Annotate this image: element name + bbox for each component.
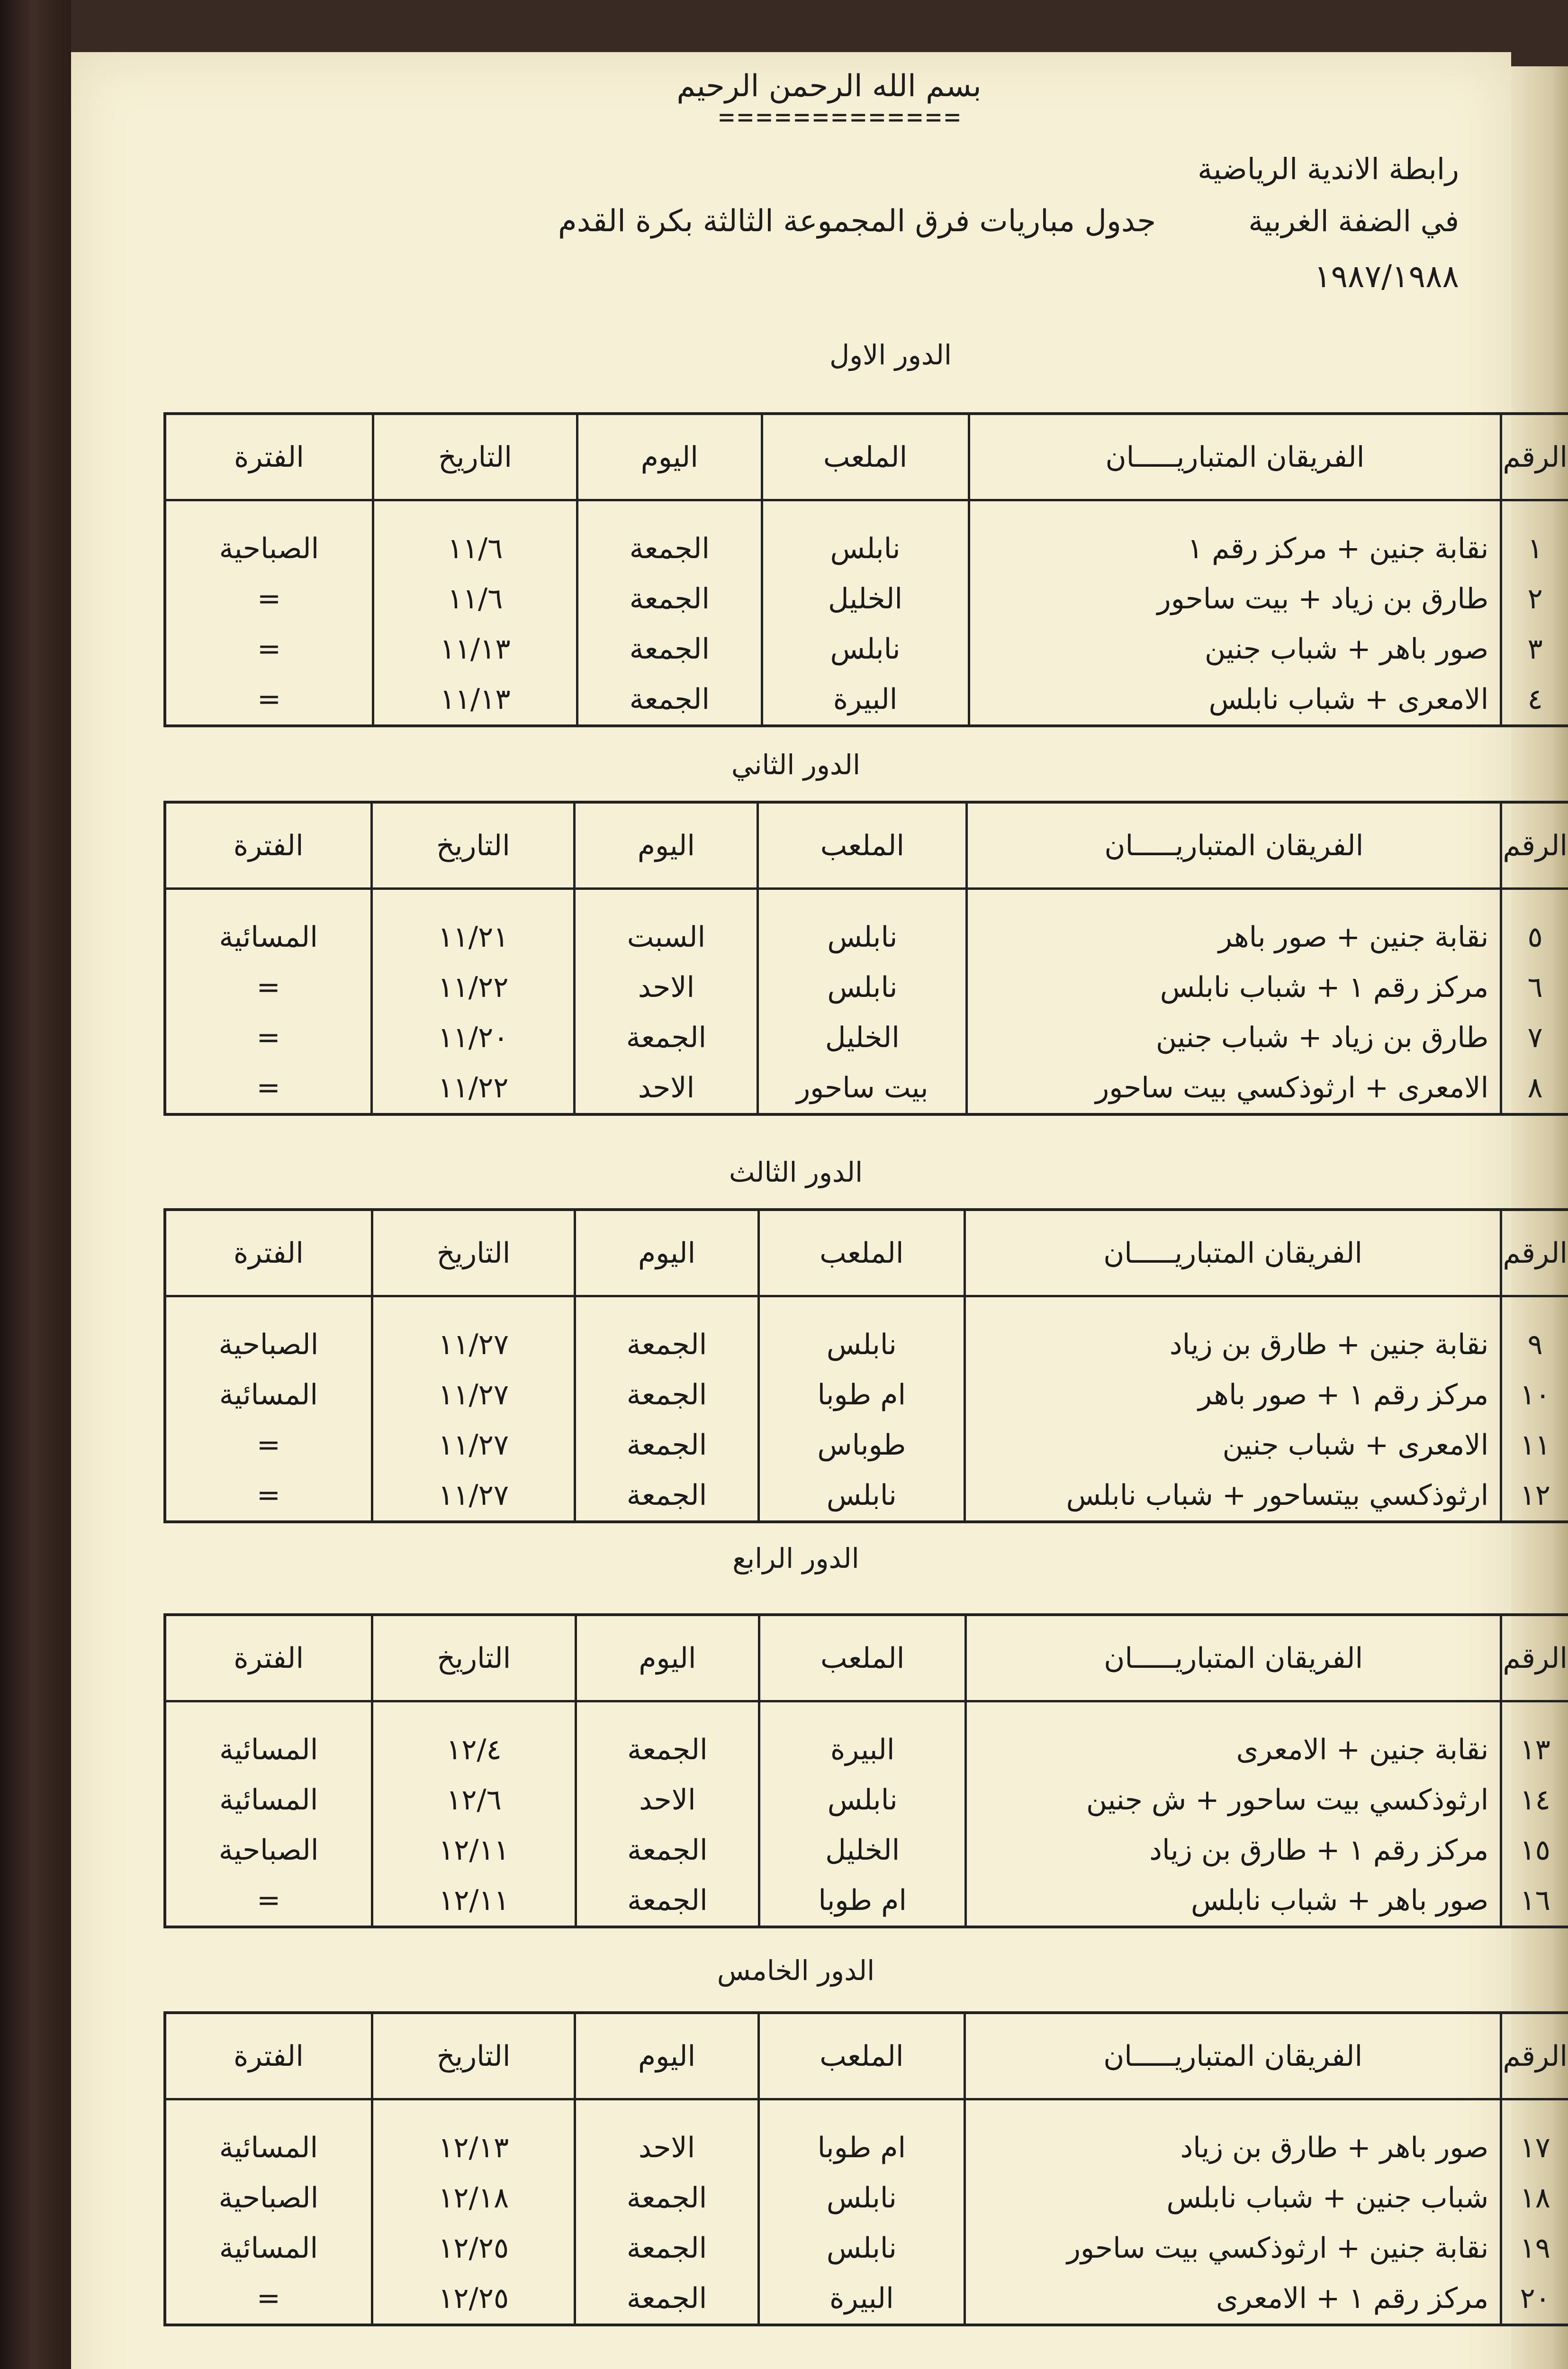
cell-teams: نقابة جنين + صور باهر: [967, 889, 1501, 963]
cell-teams: مركز رقم ١ + الامعرى: [965, 2273, 1501, 2324]
table-row: [166, 889, 1568, 963]
table-row: [166, 1013, 1568, 1063]
column-header-teams: الفريقان المتباريـــــان: [967, 804, 1501, 889]
table-row: [166, 1063, 1568, 1113]
cell-period: =: [256, 1479, 281, 1512]
cell-venue: نابلس: [758, 1470, 964, 1520]
cell-teams: نقابة جنين + الامعرى: [966, 1701, 1501, 1775]
cell-teams: مركز رقم ١ + طارق بن زياد: [966, 1825, 1501, 1875]
table-row: [166, 574, 1568, 624]
cell-date: ١٢/١١: [372, 1825, 576, 1875]
table-row: [166, 1296, 1568, 1370]
cell-num: ١٠: [1501, 1370, 1568, 1420]
cell-venue: نابلس: [758, 889, 967, 963]
heading-underline: =============: [718, 102, 964, 133]
cell-num: ٢٠: [1501, 2273, 1568, 2324]
cell-date: ١١/٢٧: [372, 1470, 575, 1520]
cell-num: ٧: [1501, 1013, 1568, 1063]
cell-teams: طارق بن زياد + بيت ساحور: [969, 574, 1501, 624]
cell-date: ١٢/١١: [372, 1875, 576, 1926]
schedule-table: [166, 415, 1568, 724]
cell-date: ١٢/١٣: [372, 2099, 575, 2173]
cell-day: الاحد: [575, 2099, 758, 2173]
stage-title: الدور الثاني: [731, 749, 861, 781]
cell-teams: طارق بن زياد + شباب جنين: [967, 1013, 1501, 1063]
cell-period: الصباحية: [218, 1834, 319, 1867]
cell-teams: الامعرى + ارثوذكسي بيت ساحور: [967, 1063, 1501, 1113]
cell-period: =: [256, 1021, 280, 1054]
cell-venue: نابلس: [758, 1296, 964, 1370]
column-header-teams: الفريقان المتباريـــــان: [964, 1211, 1501, 1296]
schedule-table: [166, 1211, 1568, 1520]
cell-period: الصباحية: [218, 2181, 319, 2215]
cell-date: ١٢/٢٥: [372, 2273, 575, 2324]
organization-name: رابطة الاندية الرياضية: [1198, 152, 1459, 186]
cell-day: الاحد: [576, 1775, 759, 1825]
schedule-table: [166, 2014, 1568, 2324]
stage-title: الدور الاول: [829, 339, 952, 371]
column-header-date: التاريخ: [372, 1616, 576, 1701]
schedule-table-frame: [163, 1208, 1568, 1523]
cell-day: الجمعة: [575, 2173, 758, 2223]
cell-num: ٦: [1501, 962, 1568, 1013]
cell-date: ١٢/٦: [372, 1775, 576, 1825]
table-row: [166, 500, 1568, 574]
column-header-num: الرقم: [1501, 1616, 1568, 1701]
cell-num: ٩: [1501, 1296, 1568, 1370]
table-row: [166, 1875, 1568, 1926]
cell-num: ١: [1501, 500, 1568, 574]
column-header-venue: الملعب: [759, 1616, 966, 1701]
document-title: جدول مباريات فرق المجموعة الثالثة بكرة القدم: [558, 204, 1156, 239]
column-header-venue: الملعب: [758, 804, 967, 889]
cell-venue: نابلس: [758, 2173, 964, 2223]
table-row: [166, 962, 1568, 1013]
cell-date: ١٢/٤: [372, 1701, 576, 1775]
cell-teams: نقابة جنين + طارق بن زياد: [964, 1296, 1501, 1370]
cell-day: الجمعة: [576, 1825, 759, 1875]
schedule-table-frame: [163, 1613, 1568, 1928]
cell-num: ٨: [1501, 1063, 1568, 1113]
cell-teams: ارثوذكسي بيتساحور + شباب نابلس: [964, 1470, 1501, 1520]
cell-day: الجمعة: [576, 1875, 759, 1926]
cell-day: السبت: [575, 889, 758, 963]
cell-period: =: [256, 971, 280, 1004]
table-row: [166, 2173, 1568, 2223]
cell-venue: البيرة: [758, 2273, 964, 2324]
cell-day: الجمعة: [575, 2273, 758, 2324]
table-row: [166, 674, 1568, 724]
column-header-date: التاريخ: [373, 415, 577, 500]
cell-period: المسائية: [219, 1783, 318, 1817]
cell-num: ٥: [1501, 889, 1568, 963]
cell-day: الاحد: [575, 1063, 758, 1113]
column-header-venue: الملعب: [758, 2014, 964, 2099]
cell-day: الجمعة: [575, 1013, 758, 1063]
table-row: [166, 1775, 1568, 1825]
column-header-period: الفترة: [166, 804, 372, 889]
cell-venue: طوباس: [758, 1420, 964, 1470]
cell-num: ١٧: [1501, 2099, 1568, 2173]
cell-num: ٤: [1501, 674, 1568, 724]
cell-date: ١١/٦: [373, 574, 577, 624]
cell-num: ١٢: [1501, 1470, 1568, 1520]
column-header-period: الفترة: [166, 415, 373, 500]
table-row: [166, 1825, 1568, 1875]
table-row: [166, 1470, 1568, 1520]
cell-day: الجمعة: [577, 500, 762, 574]
cell-period: =: [256, 1429, 281, 1462]
cell-period: =: [257, 633, 281, 666]
cell-venue: نابلس: [758, 962, 967, 1013]
cell-date: ١١/٢٢: [372, 962, 575, 1013]
table-row: [166, 624, 1568, 674]
table-header-row: [166, 804, 1568, 889]
column-header-venue: الملعب: [758, 1211, 964, 1296]
book-spine: [0, 0, 71, 2369]
column-header-num: الرقم: [1501, 415, 1568, 500]
column-header-period: الفترة: [166, 1616, 372, 1701]
cell-date: ١٢/٢٥: [372, 2223, 575, 2273]
cell-teams: شباب جنين + شباب نابلس: [965, 2173, 1501, 2223]
cell-venue: ام طوبا: [758, 1370, 964, 1420]
column-header-num: الرقم: [1501, 1211, 1568, 1296]
column-header-num: الرقم: [1501, 2014, 1568, 2099]
column-header-num: الرقم: [1501, 804, 1568, 889]
column-header-venue: الملعب: [762, 415, 969, 500]
table-row: [166, 2099, 1568, 2173]
cell-num: ١٨: [1501, 2173, 1568, 2223]
cell-venue: البيرة: [762, 674, 969, 724]
cell-venue: ام طوبا: [759, 1875, 966, 1926]
cell-teams: نقابة جنين + ارثوذكسي بيت ساحور: [965, 2223, 1501, 2273]
cell-period: =: [256, 2282, 281, 2315]
cell-day: الاحد: [575, 962, 758, 1013]
cell-venue: نابلس: [762, 624, 969, 674]
cell-day: الجمعة: [575, 1296, 758, 1370]
column-header-day: اليوم: [576, 1616, 759, 1701]
table-row: [166, 1370, 1568, 1420]
table-row: [166, 1420, 1568, 1470]
cell-teams: صور باهر + شباب نابلس: [966, 1875, 1501, 1926]
cell-period: المسائية: [219, 921, 318, 954]
cell-num: ١٥: [1501, 1825, 1568, 1875]
schedule-table: [166, 804, 1568, 1113]
column-header-date: التاريخ: [372, 1211, 575, 1296]
schedule-table-frame: [163, 2011, 1568, 2326]
cell-venue: الخليل: [758, 1013, 967, 1063]
cell-period: المسائية: [219, 1378, 318, 1411]
cell-period: المسائية: [219, 1733, 318, 1766]
column-header-day: اليوم: [575, 1211, 758, 1296]
cell-day: الجمعة: [577, 674, 762, 724]
cell-day: الجمعة: [575, 2223, 758, 2273]
column-header-teams: الفريقان المتباريـــــان: [969, 415, 1501, 500]
cell-period: =: [257, 582, 281, 615]
schedule-table: [166, 1616, 1568, 1926]
cell-num: ١٩: [1501, 2223, 1568, 2273]
cell-venue: نابلس: [762, 500, 969, 574]
cell-day: الجمعة: [577, 574, 762, 624]
cell-teams: صور باهر + شباب جنين: [969, 624, 1501, 674]
cell-date: ١١/٢٠: [372, 1013, 575, 1063]
cell-num: ٣: [1501, 624, 1568, 674]
cell-teams: نقابة جنين + مركز رقم ١: [969, 500, 1501, 574]
cell-date: ١٢/١٨: [372, 2173, 575, 2223]
cell-venue: نابلس: [759, 1775, 966, 1825]
cell-venue: الخليل: [762, 574, 969, 624]
column-header-day: اليوم: [575, 2014, 758, 2099]
column-header-day: اليوم: [575, 804, 758, 889]
schedule-table-frame: [163, 801, 1568, 1116]
cell-teams: مركز رقم ١ + صور باهر: [964, 1370, 1501, 1420]
cell-day: الجمعة: [575, 1470, 758, 1520]
cell-teams: ارثوذكسي بيت ساحور + ش جنين: [966, 1775, 1501, 1825]
column-header-date: التاريخ: [372, 804, 575, 889]
table-header-row: [166, 1211, 1568, 1296]
column-header-day: اليوم: [577, 415, 762, 500]
cell-date: ١١/٢٢: [372, 1063, 575, 1113]
cell-day: الجمعة: [576, 1701, 759, 1775]
cell-period: المسائية: [219, 2232, 318, 2265]
cell-venue: البيرة: [759, 1701, 966, 1775]
cell-period: =: [257, 1884, 281, 1917]
cell-period: الصباحية: [218, 1328, 319, 1361]
basmala-heading: بسم الله الرحمن الرحيم: [676, 69, 982, 104]
table-header-row: [166, 415, 1568, 500]
column-header-date: التاريخ: [372, 2014, 575, 2099]
cell-period: الصباحية: [219, 532, 319, 565]
cell-venue: الخليل: [759, 1825, 966, 1875]
cell-period: =: [257, 683, 281, 716]
table-row: [166, 2273, 1568, 2324]
cell-date: ١١/١٣: [373, 624, 577, 674]
cell-venue: بيت ساحور: [758, 1063, 967, 1113]
cell-period: =: [256, 1071, 280, 1104]
cell-day: الجمعة: [575, 1370, 758, 1420]
cell-teams: مركز رقم ١ + شباب نابلس: [967, 962, 1501, 1013]
cell-date: ١١/١٣: [373, 674, 577, 724]
cell-teams: صور باهر + طارق بن زياد: [965, 2099, 1501, 2173]
cell-date: ١١/٢١: [372, 889, 575, 963]
cell-date: ١١/٢٧: [372, 1296, 575, 1370]
cell-date: ١١/٢٧: [372, 1420, 575, 1470]
cell-teams: الامعرى + شباب نابلس: [969, 674, 1501, 724]
column-header-period: الفترة: [166, 2014, 372, 2099]
cell-day: الجمعة: [577, 624, 762, 674]
cell-num: ١٣: [1501, 1701, 1568, 1775]
column-header-teams: الفريقان المتباريـــــان: [966, 1616, 1501, 1701]
organization-region: في الضفة الغربية: [1248, 204, 1459, 238]
table-row: [166, 1701, 1568, 1775]
cell-date: ١١/٢٧: [372, 1370, 575, 1420]
cell-num: ١٦: [1501, 1875, 1568, 1926]
cell-num: ٢: [1501, 574, 1568, 624]
stage-title: الدور الخامس: [717, 1954, 875, 1987]
season-year: ١٩٨٧/١٩٨٨: [1314, 258, 1459, 295]
cell-venue: نابلس: [758, 2223, 964, 2273]
stage-title: الدور الرابع: [732, 1542, 859, 1574]
table-header-row: [166, 2014, 1568, 2099]
cell-day: الجمعة: [575, 1420, 758, 1470]
column-header-period: الفترة: [166, 1211, 372, 1296]
cell-teams: الامعرى + شباب جنين: [964, 1420, 1501, 1470]
schedule-table-frame: [163, 412, 1568, 727]
cell-venue: ام طوبا: [758, 2099, 964, 2173]
cell-period: المسائية: [219, 2131, 318, 2164]
cell-num: ١٤: [1501, 1775, 1568, 1825]
table-header-row: [166, 1616, 1568, 1701]
column-header-teams: الفريقان المتباريـــــان: [965, 2014, 1501, 2099]
cell-num: ١١: [1501, 1420, 1568, 1470]
cell-date: ١١/٦: [373, 500, 577, 574]
stage-title: الدور الثالث: [729, 1156, 863, 1188]
table-row: [166, 2223, 1568, 2273]
